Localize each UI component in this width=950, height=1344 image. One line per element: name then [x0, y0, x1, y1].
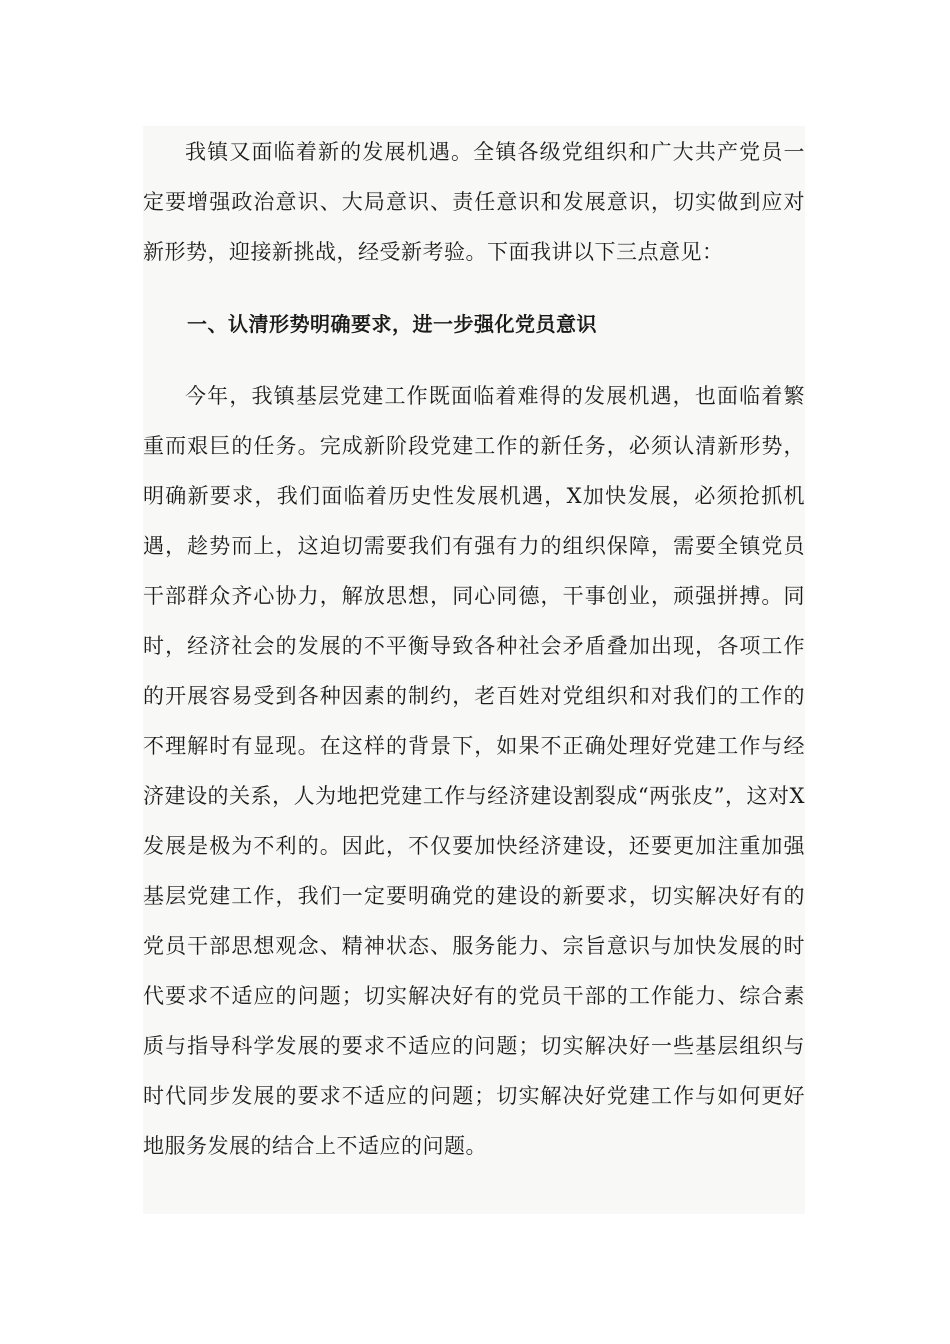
- intro-paragraph: 我镇又面临着新的发展机遇。全镇各级党组织和广大共产党员一定要增强政治意识、大局意识、责任意识和发展意识，切实做到应对新形势，迎接新挑战，经受新考验。下面我讲以下三点意见：: [143, 140, 805, 264]
- body-paragraph: 今年，我镇基层党建工作既面临着难得的发展机遇，也面临着繁重而艰巨的任务。完成新阶段党建工作的新任务，必须认清新形势，明确新要求，我们面临着历史性发展机遇，X加快发展，必须抢抓机遇，趁势而上，这迫切需要我们有强有力的组织保障，需要全镇党员干部群众齐心协力，解放思想，同心同德，干事创业，顽强拼搏。同时，经济社会的发展的不平衡导致各种社会矛盾叠加出现，各项工作的开展容易受到各种因素的制约，老百姓对党组织和对我们的工作的不理解时有显现。在这样的背景下，如果不正确处理好党建工作与经济建设的关系，人为地把党建工作与经济建设割裂成“两张皮”，这对X发展是极为不利的。因此，不仅要加快经济建设，还要更加注重加强基层党建工作，我们一定要明确党的建设的新要求，切实解决好有的党员干部思想观念、精神状态、服务能力、宗旨意识与加快发展的时代要求不适应的问题；切实解决好有的党员干部的工作能力、综合素质与指导科学发展的要求不适应的问题；切实解决好一些基层组织与时代同步发展的要求不适应的问题；切实解决好党建工作与如何更好地服务发展的结合上不适应的问题。: [143, 384, 805, 1158]
- document-content: [143, 126, 805, 1171]
- paragraph-gap: [143, 349, 805, 371]
- paragraph-gap: [143, 277, 805, 299]
- section-heading: 一、认清形势明确要求，进一步强化党员意识: [187, 312, 597, 336]
- document-text-block: [143, 126, 805, 1214]
